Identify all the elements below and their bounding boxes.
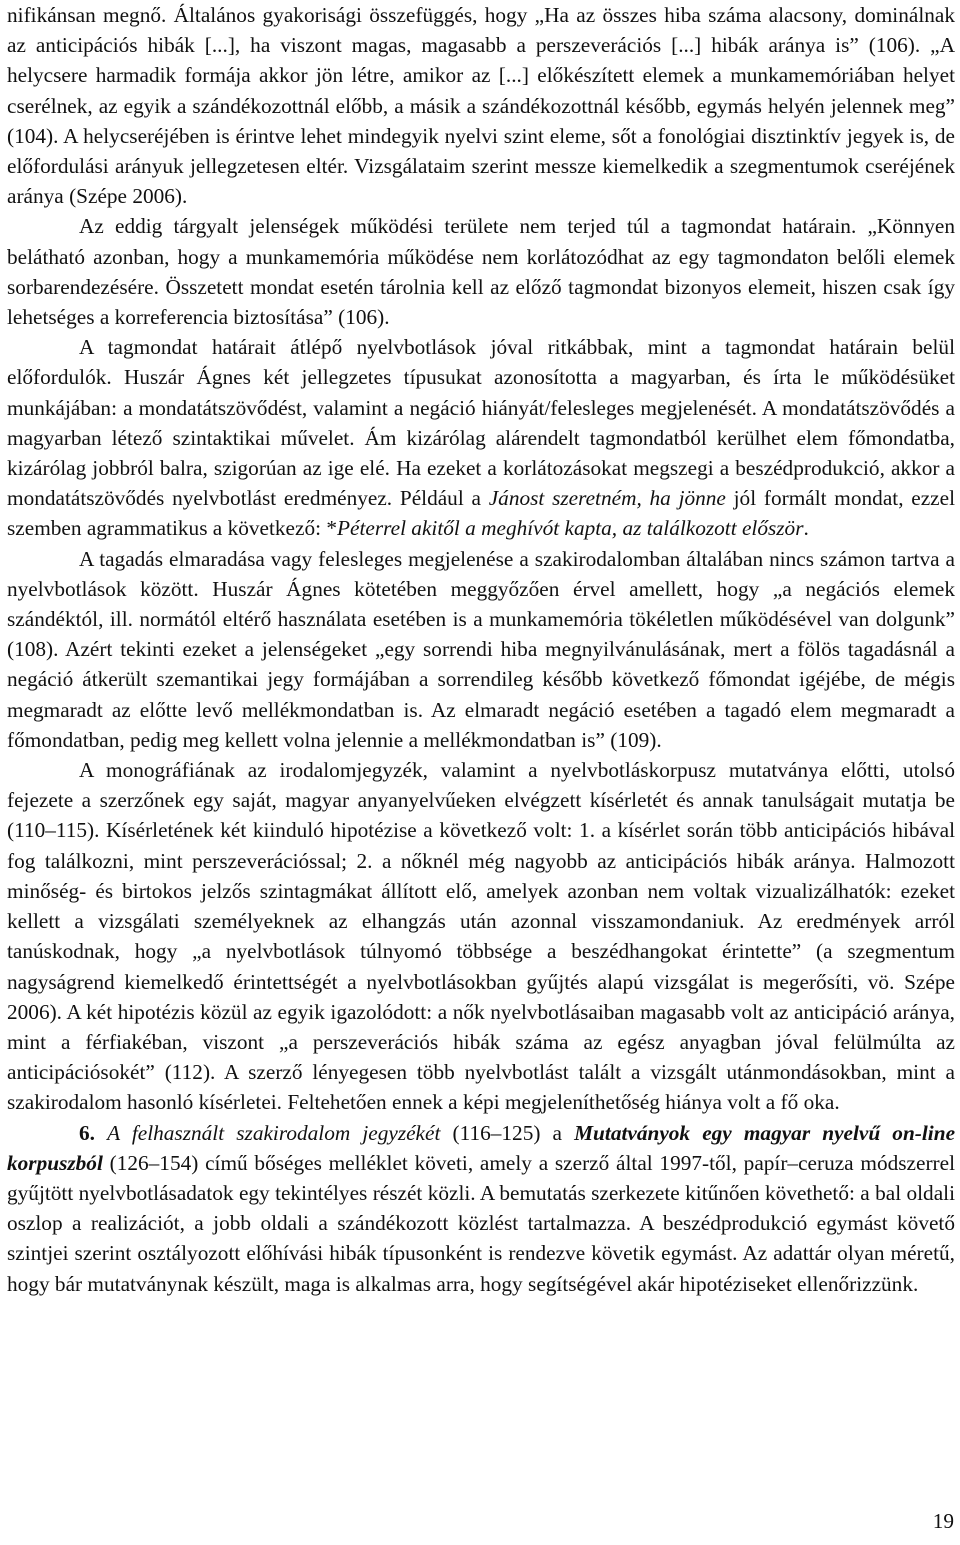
text-run: Mutatványok egy magyar nyelvű on-line korpuszból <box>7 1120 956 1175</box>
paragraph-1 <box>7 0 955 211</box>
text-run: . <box>803 516 809 541</box>
page-number: 19 <box>932 1509 954 1533</box>
text-run: (126–154) című bőséges melléklet követi, amely a szerző által 1997-től, papír–ceruza módszerrel gyűjtött nyelvbotlásadatok egy tekintélyes részét közli. A bemutatás szerkezete kitűnően követhető: a bal oldali oszlop a realizációt, a jobb oldali a szándékozott közlést tartalmazza. A beszédprodukció egymást követő szintjei szerint osztályozott előhívási hibák típusonként is rendezve követik egymást. Az adattár olyan méretű, hogy bár mutatványnak készült, maga is alkalmas arra, hogy segítségével akár hipotéziseket ellenőrizzünk. <box>7 1150 955 1296</box>
text-run: Péterrel akitől a meghívót kapta, az találkozott először <box>337 516 804 541</box>
text-run <box>95 1121 107 1145</box>
text-run: nifikánsan megnő. Általános gyakorisági összefüggés, hogy „Ha az összes hiba száma alacsony, dominálnak az anticipációs hibák [...], ha viszont magas, magasabb a perszeverációs [...] hibák aránya is” (106). „A helycsere harmadik formája akkor jön létre, amikor az [...] előkészített elemek a munkamemóriában helyet cserélnek, az egyik a szándékozottnál előbb, a másik a szándékozottnál később, egymás helyén jelennek meg” (104). A helycseréjében is érintve lehet mindegyik nyelvi szint eleme, sőt a fonológiai disztinktív jegyek is, de előfordulási arányuk jellegzetesen eltér. Vizsgálataim szerint messze kiemelkedik a szegmentumok cseréjének aránya (Szépe 2006). <box>7 3 955 209</box>
paragraph-4 <box>7 544 955 755</box>
paragraph-2 <box>7 211 955 332</box>
paragraph-5 <box>7 755 955 1117</box>
paragraph-6 <box>7 1118 955 1299</box>
text-run: A tagadás elmaradása vagy felesleges megjelenése a szakirodalomban általában nincs számon tartva a nyelvbotlások között. Huszár Ágnes kötetében meggyőzően érvel amellett, hogy „a negációs elemek szándéktól, ill. normától eltérő használata esetében is a munkamemória tökéletlen működésével van dolgunk” (108). Azért tekinti ezeket a jelenségeket „egy sorrendi hiba megnyilvánulásának, mert a fölös tagadásnál a negáció átkerült szemantikai jegy formájában a sorrendileg később következő főmondat igéjébe, de mégis megmaradt az előtte levő mellékmondatban is. Az elmaradt negáció esetében a tagadó elem megmaradt a főmondatban, pedig meg kellett volna jelennie a mellékmondatban is” (109). <box>7 546 955 752</box>
text-run: A monográfiának az irodalomjegyzék, valamint a nyelvbotláskorpusz mutatványa előtti, utolsó fejezete a szerzőnek egy saját, magyar anyanyelvűeken elvégzett kísérletét és annak tanulságait mutatja be (110–115). Kísérletének két kiinduló hipotézise a következő volt: 1. a kísérlet során több anticipációs hibával fog találkozni, mint perszeverációssal; 2. a nőknél még nagyobb az anticipációs hibák aránya. Halmozott minőség- és birtokos jelzős szintagmákat állított elő, amelyek azonban nem voltak vizualizálhatók: ezeket kellett a vizsgálati személyeknek az elhangzás után azonnal visszamondaniuk. Az eredmények arról tanúskodnak, hogy „a nyelvbotlások túlnyomó többsége a beszédhangokat érintette” (a szegmentum nagyságrend kiemelkedő érintettségét a nyelvbotlásokban gyűjtés alapú vizsgálat is megerősíti, vö. Szépe 2006). A két hipotézis közül az egyik igazolódott: a nők nyelvbotlásaiban magasabb volt az anticipáció aránya, mint a férfiakéban, viszont „a perszeverációs hibák száma az egész anyagban jóval felülmúlta az anticipációsokét” (112). A szerző lényegesen több nyelvbotlást talált a vizsgált utánmondásokban, mint a szakirodalom hasonló kísérletei. Feltehetően ennek a képi megjeleníthetőség hiánya volt a fő oka. <box>7 758 955 1115</box>
text-run: A felhasznált szakirodalom jegyzékét <box>107 1120 441 1145</box>
text-run: (116–125) a <box>440 1120 575 1145</box>
paragraph-3 <box>7 332 955 543</box>
page-body <box>7 0 955 1299</box>
text-run: Jánost szeretném, ha jönne <box>488 486 726 511</box>
text-run: jól formált mondat, ezzel szemben agrammatikus a következő: * <box>7 486 955 541</box>
text-run: Az eddig tárgyalt jelenségek működési területe nem terjed túl a tagmondat határain. „Könnyen belátható azonban, hogy a munkamemória működése nem korlátozódhat az egy tagmondaton belőli elemek sorbarendezésére. Összetett mondat esetén tárolnia kell az előző tagmondat bizonyos elemeit, hiszen csak így lehetséges a korreferencia biztosítása” (106). <box>7 214 955 330</box>
text-run: 6. <box>79 1120 95 1145</box>
text-run: A tagmondat határait átlépő nyelvbotlások jóval ritkábbak, mint a tagmondat határain belül előfordulók. Huszár Ágnes két jellegzetes típusukat azonosította a magyarban, és írta le működésüket munkájában: a mondatátszövődést, valamint a negáció hiányát/felesleges megjelenését. A mondatátszövődés a magyarban létező szintaktikai művelet. Ám kizárólag alárendelt tagmondatból kerülhet elem főmondatba, kizárólag jobbról balra, szigorúan az ige elé. Ha ezeket a korlátozásokat megszegi a beszédprodukció, akkor a mondatátszövődés nyelvbotlást eredményez. Például a <box>7 335 955 511</box>
